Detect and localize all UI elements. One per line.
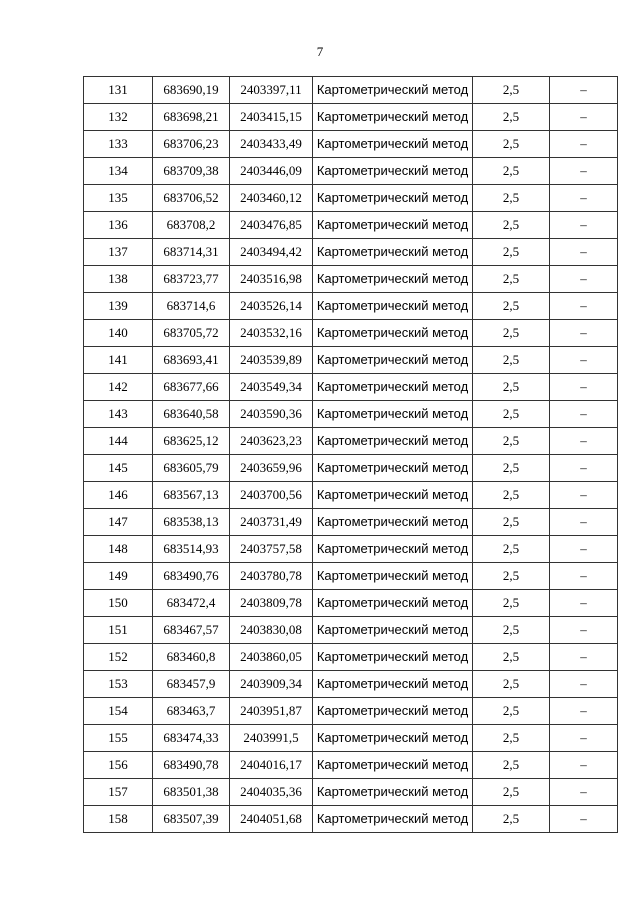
point-number-cell: 146 xyxy=(84,482,153,509)
x-coordinate-cell: 683474,33 xyxy=(153,725,230,752)
point-number-cell: 133 xyxy=(84,131,153,158)
point-number-cell: 144 xyxy=(84,428,153,455)
accuracy-cell: 2,5 xyxy=(473,482,550,509)
accuracy-cell: 2,5 xyxy=(473,428,550,455)
point-number-cell: 155 xyxy=(84,725,153,752)
method-cell: Картометрический метод xyxy=(313,401,473,428)
table-row xyxy=(84,401,618,428)
method-cell: Картометрический метод xyxy=(313,617,473,644)
point-number-cell: 158 xyxy=(84,806,153,833)
method-cell: Картометрический метод xyxy=(313,212,473,239)
description-cell: – xyxy=(550,320,618,347)
method-cell: Картометрический метод xyxy=(313,590,473,617)
y-coordinate-cell: 2403476,85 xyxy=(230,212,313,239)
y-coordinate-cell: 2403659,96 xyxy=(230,455,313,482)
point-number-cell: 151 xyxy=(84,617,153,644)
method-cell: Картометрический метод xyxy=(313,293,473,320)
x-coordinate-cell: 683625,12 xyxy=(153,428,230,455)
table-row xyxy=(84,698,618,725)
y-coordinate-cell: 2403830,08 xyxy=(230,617,313,644)
method-cell: Картометрический метод xyxy=(313,779,473,806)
table-row xyxy=(84,347,618,374)
accuracy-cell: 2,5 xyxy=(473,401,550,428)
accuracy-cell: 2,5 xyxy=(473,563,550,590)
page-number: 7 xyxy=(316,44,324,59)
y-coordinate-cell: 2403623,23 xyxy=(230,428,313,455)
point-number-cell: 141 xyxy=(84,347,153,374)
y-coordinate-cell: 2403526,14 xyxy=(230,293,313,320)
method-cell: Картометрический метод xyxy=(313,671,473,698)
accuracy-cell: 2,5 xyxy=(473,590,550,617)
x-coordinate-cell: 683706,23 xyxy=(153,131,230,158)
point-number-cell: 143 xyxy=(84,401,153,428)
method-cell: Картометрический метод xyxy=(313,725,473,752)
x-coordinate-cell: 683705,72 xyxy=(153,320,230,347)
point-number-cell: 140 xyxy=(84,320,153,347)
description-cell: – xyxy=(550,509,618,536)
method-cell: Картометрический метод xyxy=(313,374,473,401)
table-row xyxy=(84,482,618,509)
table-row xyxy=(84,212,618,239)
table-row xyxy=(84,266,618,293)
description-cell: – xyxy=(550,779,618,806)
method-cell: Картометрический метод xyxy=(313,482,473,509)
y-coordinate-cell: 2403757,58 xyxy=(230,536,313,563)
method-cell: Картометрический метод xyxy=(313,104,473,131)
table-row xyxy=(84,374,618,401)
description-cell: – xyxy=(550,401,618,428)
x-coordinate-cell: 683472,4 xyxy=(153,590,230,617)
point-number-cell: 148 xyxy=(84,536,153,563)
point-number-cell: 134 xyxy=(84,158,153,185)
description-cell: – xyxy=(550,293,618,320)
table-row xyxy=(84,644,618,671)
x-coordinate-cell: 683514,93 xyxy=(153,536,230,563)
accuracy-cell: 2,5 xyxy=(473,536,550,563)
table-row xyxy=(84,239,618,266)
description-cell: – xyxy=(550,77,618,104)
point-number-cell: 135 xyxy=(84,185,153,212)
description-cell: – xyxy=(550,698,618,725)
y-coordinate-cell: 2403590,36 xyxy=(230,401,313,428)
accuracy-cell: 2,5 xyxy=(473,671,550,698)
y-coordinate-cell: 2403446,09 xyxy=(230,158,313,185)
x-coordinate-cell: 683507,39 xyxy=(153,806,230,833)
y-coordinate-cell: 2403532,16 xyxy=(230,320,313,347)
method-cell: Картометрический метод xyxy=(313,185,473,212)
description-cell: – xyxy=(550,617,618,644)
description-cell: – xyxy=(550,212,618,239)
description-cell: – xyxy=(550,239,618,266)
x-coordinate-cell: 683463,7 xyxy=(153,698,230,725)
y-coordinate-cell: 2403860,05 xyxy=(230,644,313,671)
accuracy-cell: 2,5 xyxy=(473,239,550,266)
accuracy-cell: 2,5 xyxy=(473,455,550,482)
accuracy-cell: 2,5 xyxy=(473,806,550,833)
x-coordinate-cell: 683709,38 xyxy=(153,158,230,185)
accuracy-cell: 2,5 xyxy=(473,779,550,806)
table-row xyxy=(84,428,618,455)
point-number-cell: 150 xyxy=(84,590,153,617)
description-cell: – xyxy=(550,725,618,752)
point-number-cell: 136 xyxy=(84,212,153,239)
method-cell: Картометрический метод xyxy=(313,644,473,671)
y-coordinate-cell: 2404035,36 xyxy=(230,779,313,806)
description-cell: – xyxy=(550,752,618,779)
y-coordinate-cell: 2403433,49 xyxy=(230,131,313,158)
method-cell: Картометрический метод xyxy=(313,77,473,104)
accuracy-cell: 2,5 xyxy=(473,347,550,374)
description-cell: – xyxy=(550,428,618,455)
method-cell: Картометрический метод xyxy=(313,320,473,347)
table-row xyxy=(84,509,618,536)
y-coordinate-cell: 2403516,98 xyxy=(230,266,313,293)
description-cell: – xyxy=(550,563,618,590)
x-coordinate-cell: 683538,13 xyxy=(153,509,230,536)
description-cell: – xyxy=(550,158,618,185)
method-cell: Картометрический метод xyxy=(313,131,473,158)
table-row xyxy=(84,617,618,644)
description-cell: – xyxy=(550,455,618,482)
point-number-cell: 153 xyxy=(84,671,153,698)
table-row xyxy=(84,320,618,347)
y-coordinate-cell: 2403909,34 xyxy=(230,671,313,698)
y-coordinate-cell: 2403991,5 xyxy=(230,725,313,752)
x-coordinate-cell: 683714,6 xyxy=(153,293,230,320)
y-coordinate-cell: 2403539,89 xyxy=(230,347,313,374)
table-row xyxy=(84,671,618,698)
table-row xyxy=(84,752,618,779)
x-coordinate-cell: 683698,21 xyxy=(153,104,230,131)
coordinates-table xyxy=(83,76,618,833)
method-cell: Картометрический метод xyxy=(313,347,473,374)
method-cell: Картометрический метод xyxy=(313,239,473,266)
point-number-cell: 138 xyxy=(84,266,153,293)
accuracy-cell: 2,5 xyxy=(473,320,550,347)
description-cell: – xyxy=(550,806,618,833)
method-cell: Картометрический метод xyxy=(313,455,473,482)
method-cell: Картометрический метод xyxy=(313,806,473,833)
point-number-cell: 142 xyxy=(84,374,153,401)
accuracy-cell: 2,5 xyxy=(473,212,550,239)
x-coordinate-cell: 683723,77 xyxy=(153,266,230,293)
point-number-cell: 145 xyxy=(84,455,153,482)
y-coordinate-cell: 2404016,17 xyxy=(230,752,313,779)
accuracy-cell: 2,5 xyxy=(473,509,550,536)
description-cell: – xyxy=(550,374,618,401)
description-cell: – xyxy=(550,536,618,563)
point-number-cell: 154 xyxy=(84,698,153,725)
y-coordinate-cell: 2403415,15 xyxy=(230,104,313,131)
y-coordinate-cell: 2403397,11 xyxy=(230,77,313,104)
table-row xyxy=(84,536,618,563)
table-row xyxy=(84,158,618,185)
table-row xyxy=(84,185,618,212)
point-number-cell: 139 xyxy=(84,293,153,320)
description-cell: – xyxy=(550,266,618,293)
accuracy-cell: 2,5 xyxy=(473,644,550,671)
description-cell: – xyxy=(550,347,618,374)
accuracy-cell: 2,5 xyxy=(473,698,550,725)
description-cell: – xyxy=(550,644,618,671)
accuracy-cell: 2,5 xyxy=(473,185,550,212)
accuracy-cell: 2,5 xyxy=(473,266,550,293)
accuracy-cell: 2,5 xyxy=(473,104,550,131)
point-number-cell: 149 xyxy=(84,563,153,590)
table-row xyxy=(84,131,618,158)
y-coordinate-cell: 2403731,49 xyxy=(230,509,313,536)
point-number-cell: 147 xyxy=(84,509,153,536)
table-row xyxy=(84,725,618,752)
y-coordinate-cell: 2403549,34 xyxy=(230,374,313,401)
table-row xyxy=(84,590,618,617)
table-row xyxy=(84,77,618,104)
x-coordinate-cell: 683490,78 xyxy=(153,752,230,779)
accuracy-cell: 2,5 xyxy=(473,374,550,401)
y-coordinate-cell: 2403700,56 xyxy=(230,482,313,509)
x-coordinate-cell: 683457,9 xyxy=(153,671,230,698)
x-coordinate-cell: 683714,31 xyxy=(153,239,230,266)
x-coordinate-cell: 683693,41 xyxy=(153,347,230,374)
y-coordinate-cell: 2403780,78 xyxy=(230,563,313,590)
method-cell: Картометрический метод xyxy=(313,563,473,590)
method-cell: Картометрический метод xyxy=(313,698,473,725)
accuracy-cell: 2,5 xyxy=(473,617,550,644)
method-cell: Картометрический метод xyxy=(313,752,473,779)
table-body xyxy=(84,77,618,833)
description-cell: – xyxy=(550,104,618,131)
x-coordinate-cell: 683690,19 xyxy=(153,77,230,104)
accuracy-cell: 2,5 xyxy=(473,725,550,752)
y-coordinate-cell: 2404051,68 xyxy=(230,806,313,833)
accuracy-cell: 2,5 xyxy=(473,158,550,185)
point-number-cell: 156 xyxy=(84,752,153,779)
table-row xyxy=(84,779,618,806)
table-row xyxy=(84,563,618,590)
table-row xyxy=(84,104,618,131)
x-coordinate-cell: 683460,8 xyxy=(153,644,230,671)
y-coordinate-cell: 2403809,78 xyxy=(230,590,313,617)
x-coordinate-cell: 683467,57 xyxy=(153,617,230,644)
x-coordinate-cell: 683706,52 xyxy=(153,185,230,212)
method-cell: Картометрический метод xyxy=(313,428,473,455)
y-coordinate-cell: 2403460,12 xyxy=(230,185,313,212)
point-number-cell: 131 xyxy=(84,77,153,104)
accuracy-cell: 2,5 xyxy=(473,752,550,779)
accuracy-cell: 2,5 xyxy=(473,293,550,320)
description-cell: – xyxy=(550,482,618,509)
x-coordinate-cell: 683567,13 xyxy=(153,482,230,509)
description-cell: – xyxy=(550,671,618,698)
x-coordinate-cell: 683640,58 xyxy=(153,401,230,428)
x-coordinate-cell: 683677,66 xyxy=(153,374,230,401)
y-coordinate-cell: 2403951,87 xyxy=(230,698,313,725)
point-number-cell: 137 xyxy=(84,239,153,266)
point-number-cell: 157 xyxy=(84,779,153,806)
accuracy-cell: 2,5 xyxy=(473,77,550,104)
method-cell: Картометрический метод xyxy=(313,158,473,185)
method-cell: Картометрический метод xyxy=(313,266,473,293)
accuracy-cell: 2,5 xyxy=(473,131,550,158)
table-row xyxy=(84,806,618,833)
description-cell: – xyxy=(550,185,618,212)
x-coordinate-cell: 683708,2 xyxy=(153,212,230,239)
x-coordinate-cell: 683490,76 xyxy=(153,563,230,590)
point-number-cell: 132 xyxy=(84,104,153,131)
description-cell: – xyxy=(550,131,618,158)
x-coordinate-cell: 683501,38 xyxy=(153,779,230,806)
point-number-cell: 152 xyxy=(84,644,153,671)
table-row xyxy=(84,455,618,482)
method-cell: Картометрический метод xyxy=(313,536,473,563)
method-cell: Картометрический метод xyxy=(313,509,473,536)
description-cell: – xyxy=(550,590,618,617)
x-coordinate-cell: 683605,79 xyxy=(153,455,230,482)
table-row xyxy=(84,293,618,320)
y-coordinate-cell: 2403494,42 xyxy=(230,239,313,266)
